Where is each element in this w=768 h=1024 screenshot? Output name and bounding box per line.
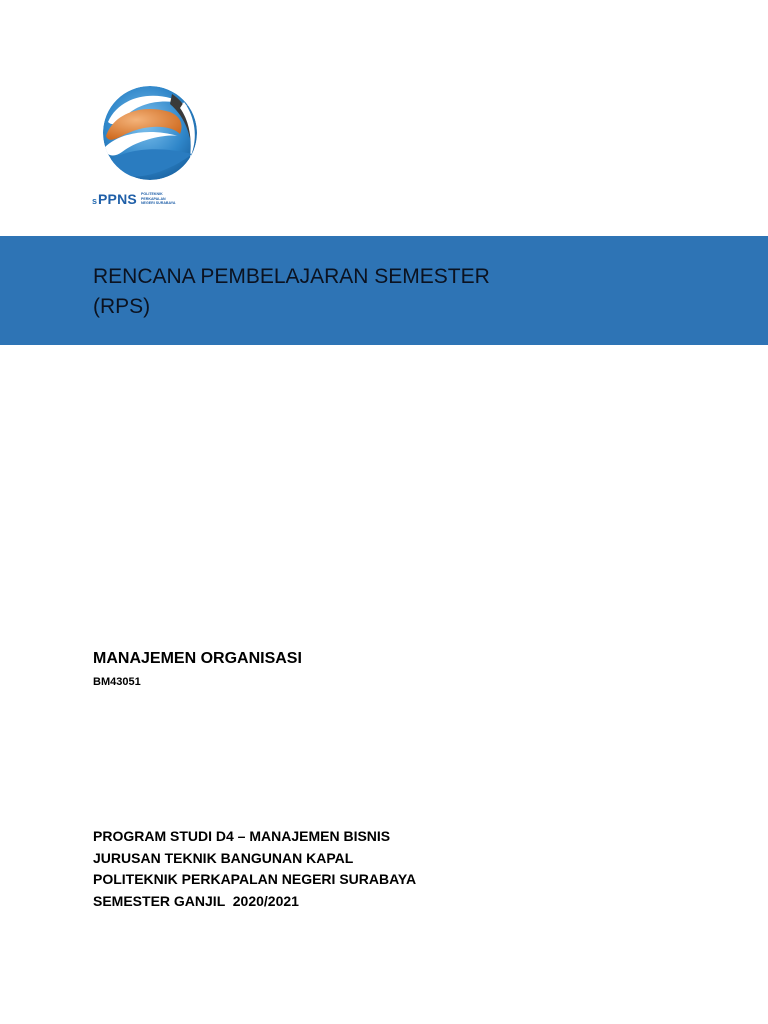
logo-sub-line: POLITEKNIK	[140, 192, 163, 197]
title-line: (RPS)	[93, 295, 151, 318]
logo-wordmark	[92, 188, 175, 206]
title-banner	[0, 236, 768, 345]
globe-logo-icon	[100, 84, 200, 182]
logo-prefix: s	[92, 196, 98, 206]
title-line: RENCANA PEMBELAJARAN SEMESTER	[93, 265, 490, 288]
document-title	[93, 262, 490, 322]
department-line: JURUSAN TEKNIK BANGUNAN KAPAL	[93, 849, 354, 866]
logo-sub-line: NEGERI SURABAYA	[140, 201, 176, 206]
logo-name: PPNS	[98, 191, 137, 207]
program-line: PROGRAM STUDI D4 – MANAJEMEN BISNIS	[93, 828, 391, 844]
logo-sub-line: PERKAPALAN	[140, 196, 166, 201]
institution-line: POLITEKNIK PERKAPALAN NEGERI SURABAYA	[93, 871, 417, 887]
course-code: BM43051	[93, 676, 141, 688]
logo-subtitle	[141, 192, 175, 206]
ppns-logo	[88, 84, 212, 208]
semester-line: SEMESTER GANJIL 2020/2021	[93, 892, 299, 909]
institution-info	[93, 826, 416, 912]
course-name: MANAJEMEN ORGANISASI	[93, 650, 302, 667]
